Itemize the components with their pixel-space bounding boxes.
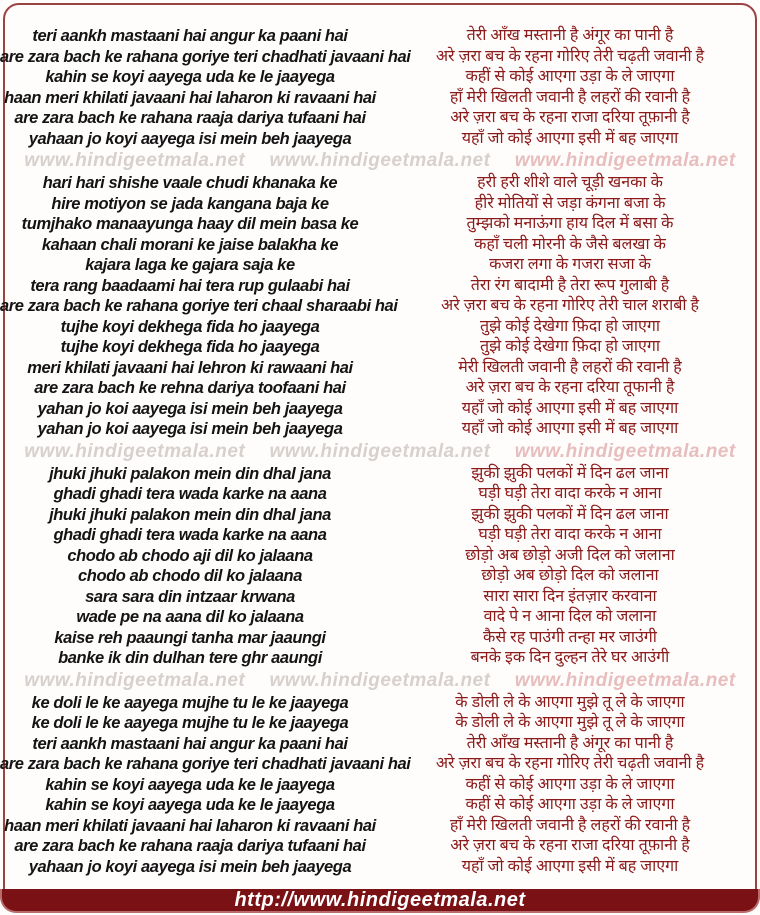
lyric-line-latin: hari hari shishe vaale chudi khanaka ke — [42, 174, 338, 192]
lyric-line-hindi: कहीं से कोई आएगा उड़ा के ले जाएगा — [465, 775, 675, 793]
lyric-line-hindi: तुम्झको मनाऊंगा हाय दिल में बसा के — [466, 215, 674, 232]
watermark-text: www.hindigeetmala.net — [514, 150, 736, 171]
footer-url: http://www.hindigeetmala.net — [234, 888, 526, 911]
stanza-2-hindi-column — [380, 173, 760, 440]
lyric-line-latin: wade pe na aana dil ko jalaana — [76, 608, 304, 626]
lyric-line-latin: teri aankh mastaani hai angur ka paani hai — [32, 27, 348, 45]
watermark-text: www.hindigeetmala.net — [24, 150, 246, 171]
lyric-line-hindi: छोड़ो अब छोड़ो अजी दिल को जलाना — [465, 546, 675, 564]
watermark-row — [0, 670, 760, 692]
lyric-line-hindi: के डोली ले के आएगा मुझे तू ले के जाएगा — [455, 693, 685, 711]
lyric-line-latin: meri khilati javaani hai lehron ki rawaani hai — [27, 358, 353, 377]
lyric-line-latin: tujhe koyi dekhega fida ho jaayega — [60, 338, 320, 356]
lyric-line-latin: kajara laga ke gajara saja ke — [85, 256, 295, 274]
lyric-line-latin: yahan jo koi aayega isi mein beh jaayega — [37, 399, 343, 418]
lyric-line-hindi: के डोली ले के आएगा मुझे तू ले के जाएगा — [455, 714, 685, 731]
lyric-line-hindi: सारा सारा दिन इंतज़ार करवाना — [483, 587, 657, 605]
lyric-line-latin: yahan jo koi aayega isi mein beh jaayega — [37, 420, 343, 438]
lyric-line-latin: are zara bach ke rahana goriye teri chaal sharaabi hai — [0, 297, 398, 315]
lyric-line-hindi: कहीं से कोई आएगा उड़ा के ले जाएगा — [465, 68, 675, 85]
lyric-line-latin: ghadi ghadi tera wada karke na aana — [53, 485, 327, 503]
lyric-line-latin: ke doli le ke aayega mujhe tu le ke jaayega — [31, 714, 349, 732]
lyric-line-hindi: अरे ज़रा बच के रहना गोरिए तेरी चढ़ती जवानी है — [435, 47, 705, 65]
lyric-line-latin: haan meri khilati javaani hai laharon ki ravaani hai — [4, 88, 376, 107]
lyric-line-latin: kahin se koyi aayega uda ke le jaayega — [45, 68, 335, 86]
lyric-line-latin: sara sara din intzaar krwana — [85, 587, 295, 606]
watermark-text: www.hindigeetmala.net — [514, 440, 736, 462]
watermark-text: www.hindigeetmala.net — [269, 669, 491, 691]
lyric-line-hindi: तुझे कोई देखेगा फ़िदा हो जाएगा — [479, 338, 661, 355]
lyric-line-hindi: हीरे मोतियों से जड़ा कंगना बजा के — [474, 194, 666, 212]
stanza-1 — [0, 26, 760, 149]
stanza-4-hindi-column — [380, 693, 760, 878]
lyric-line-hindi: यहाँ जो कोई आएगा इसी में बह जाएगा — [461, 399, 679, 417]
lyric-line-latin: kahin se koyi aayega uda ke le jaayega — [45, 796, 335, 814]
lyric-line-hindi: तुझे कोई देखेगा फ़िदा हो जाएगा — [479, 317, 661, 335]
lyric-line-latin: haan meri khilati javaani hai laharon ki ravaani hai — [4, 816, 376, 835]
lyric-line-hindi: घड़ी घड़ी तेरा वादा करके न आना — [478, 526, 662, 543]
watermark-text: www.hindigeetmala.net — [269, 440, 491, 462]
lyric-line-latin: are zara bach ke rehna dariya toofaani hai — [34, 379, 346, 397]
lyric-line-hindi: तेरा रंग बादामी है तेरा रूप गुलाबी है — [470, 276, 670, 294]
lyric-line-latin: tujhe koyi dekhega fida ho jaayega — [60, 317, 320, 336]
watermark-row — [0, 441, 760, 463]
footer-bar — [0, 889, 760, 913]
stanza-3-transliteration-column — [0, 464, 380, 669]
lyric-line-latin: tumjhako manaayunga haay dil mein basa ke — [21, 215, 359, 233]
stanza-1-transliteration-column — [0, 26, 411, 149]
watermark-text: www.hindigeetmala.net — [24, 669, 246, 691]
lyric-line-latin: jhuki jhuki palakon mein din dhal jana — [49, 505, 331, 524]
lyric-line-hindi: हाँ मेरी खिलती जवानी है लहरों की रवानी है — [449, 88, 691, 106]
lyric-line-hindi: अरे ज़रा बच के रहना राजा दरिया तूफ़ानी है — [450, 109, 690, 126]
lyric-line-hindi: यहाँ जो कोई आएगा इसी में बह जाएगा — [461, 129, 679, 147]
lyric-line-hindi: अरे ज़रा बच के रहना गोरिए तेरी चाल शराबी है — [441, 297, 699, 314]
lyric-line-hindi: कहीं से कोई आएगा उड़ा के ले जाएगा — [465, 796, 675, 813]
lyric-line-latin: are zara bach ke rahana goriye teri chadhati javaani hai — [0, 755, 411, 773]
lyric-line-latin: kahaan chali morani ke jaise balakha ke — [41, 235, 339, 254]
lyric-line-hindi: झुकी झुकी पलकों में दिन ढल जाना — [471, 464, 669, 482]
stanza-4-transliteration-column — [0, 693, 411, 878]
lyric-line-hindi: कहाँ चली मोरनी के जैसे बलखा के — [474, 235, 666, 253]
lyric-line-latin: ke doli le ke aayega mujhe tu le ke jaayega — [31, 693, 349, 712]
lyric-line-hindi: कैसे रह पाउंगी तन्हा मर जाउंगी — [483, 628, 657, 646]
stanza-3-hindi-column — [380, 464, 760, 669]
lyric-line-latin: tera rang baadaami hai tera rup gulaabi hai — [30, 276, 350, 295]
watermark-row — [0, 150, 760, 172]
lyric-line-latin: hire motiyon se jada kangana baja ke — [51, 194, 329, 213]
lyric-line-hindi: घड़ी घड़ी तेरा वादा करके न आना — [478, 485, 662, 502]
stanza-4 — [0, 693, 760, 878]
lyric-line-latin: yahaan jo koyi aayega isi mein beh jaayega — [28, 857, 352, 876]
lyric-line-hindi: यहाँ जो कोई आएगा इसी में बह जाएगा — [461, 420, 679, 437]
stanza-2-transliteration-column — [0, 173, 398, 440]
lyric-line-latin: jhuki jhuki palakon mein din dhal jana — [49, 464, 331, 483]
lyric-line-latin: are zara bach ke rahana raaja dariya tufaani hai — [14, 837, 366, 855]
stanza-3 — [0, 464, 760, 669]
lyric-line-latin: are zara bach ke rahana goriye teri chadhati javaani hai — [0, 47, 411, 66]
lyric-line-hindi: छोड़ो अब छोड़ो दिल को जलाना — [481, 567, 659, 584]
lyric-line-hindi: तेरी आँख मस्तानी है अंगूर का पानी है — [466, 734, 674, 752]
lyric-line-hindi: अरे ज़रा बच के रहना गोरिए तेरी चढ़ती जवानी है — [435, 755, 705, 772]
lyric-line-hindi: हाँ मेरी खिलती जवानी है लहरों की रवानी है — [449, 816, 691, 834]
lyric-line-latin: yahaan jo koyi aayega isi mein beh jaayega — [28, 129, 352, 148]
lyric-line-latin: kaise reh paaungi tanha mar jaaungi — [54, 628, 326, 647]
lyric-line-hindi: यहाँ जो कोई आएगा इसी में बह जाएगा — [461, 857, 679, 875]
lyric-line-hindi: झुकी झुकी पलकों में दिन ढल जाना — [471, 505, 669, 523]
lyric-line-hindi: अरे ज़रा बच के रहना दरिया तूफानी है — [465, 379, 675, 396]
lyric-line-hindi: बनके इक दिन दुल्हन तेरे घर आउंगी — [470, 649, 670, 666]
lyric-line-hindi: वादे पे न आना दिल को जलाना — [483, 608, 657, 625]
lyric-line-latin: ghadi ghadi tera wada karke na aana — [53, 526, 327, 544]
lyric-line-latin: chodo ab chodo dil ko jalaana — [77, 567, 303, 585]
lyric-line-latin: kahin se koyi aayega uda ke le jaayega — [45, 775, 335, 794]
lyric-line-latin: teri aankh mastaani hai angur ka paani hai — [32, 734, 348, 753]
watermark-text: www.hindigeetmala.net — [269, 150, 491, 171]
watermark-text: www.hindigeetmala.net — [514, 669, 736, 691]
lyric-line-latin: chodo ab chodo aji dil ko jalaana — [67, 546, 313, 565]
lyric-line-hindi: मेरी खिलती जवानी है लहरों की रवानी है — [458, 358, 682, 376]
lyric-line-latin: banke ik din dulhan tere ghr aaungi — [58, 649, 322, 667]
lyric-line-hindi: हरी हरी शीशे वाले चूड़ी खनका के — [477, 174, 663, 191]
lyric-line-hindi: कजरा लगा के गजरा सजा के — [489, 256, 651, 273]
stanza-2 — [0, 173, 760, 440]
lyric-line-hindi: तेरी आँख मस्तानी है अंगूर का पानी है — [466, 27, 674, 44]
lyric-line-hindi: अरे ज़रा बच के रहना राजा दरिया तूफ़ानी है — [450, 837, 690, 854]
watermark-text: www.hindigeetmala.net — [24, 440, 246, 462]
lyrics-sheet — [0, 26, 760, 877]
lyric-line-latin: are zara bach ke rahana raaja dariya tufaani hai — [14, 109, 366, 127]
stanza-1-hindi-column — [380, 26, 760, 149]
